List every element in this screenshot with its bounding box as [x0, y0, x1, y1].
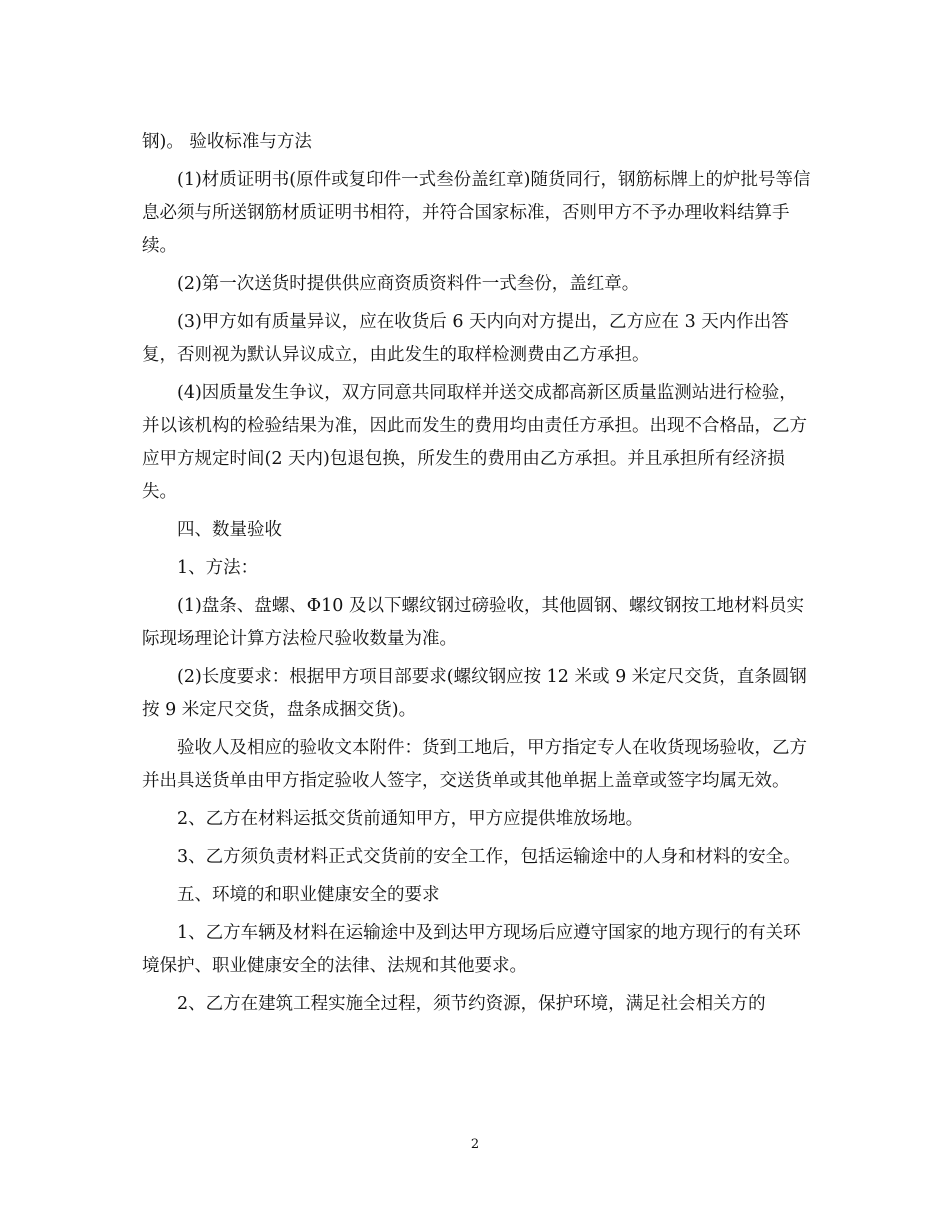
paragraph: 钢)。 验收标准与方法 [142, 132, 312, 152]
paragraph: 1、乙方车辆及材料在运输途中及到达甲方现场后应遵守国家的地方现行的有关环境保护、职业健康安全的法律、法规和其他要求。 [142, 923, 801, 976]
paragraph: (1)材质证明书(原件或复印件一式叁份盖红章)随货同行，钢筋标牌上的炉批号等信息必须与所送钢筋材质证明书相符，并符合国家标准，否则甲方不予办理收料结算手续。 [142, 170, 811, 256]
paragraph: 验收人及相应的验收文本附件：货到工地后，甲方指定专人在收货现场验收，乙方并出具送货单由甲方指定验收人签字，交送货单或其他单据上盖章或签字均属无效。 [142, 738, 807, 791]
document-body [142, 126, 814, 1026]
paragraph: (3)甲方如有质量异议，应在收货后 6 天内向对方提出，乙方应在 3 天内作出答复，否则视为默认异议成立，由此发生的取样检测费由乙方承担。 [142, 312, 789, 365]
page-number: 2 [470, 1137, 480, 1152]
paragraph: (4)因质量发生争议，双方同意共同取样并送交成都高新区质量监测站进行检验，并以该机构的检验结果为准，因此而发生的费用均由责任方承担。出现不合格品，乙方应甲方规定时间(2 天内)包退包换，所发生的费用由乙方承担。并且承担所有经济损失。 [142, 383, 807, 502]
paragraph: (1)盘条、盘螺、Φ10 及以下螺纹钢过磅验收，其他圆钢、螺纹钢按工地材料员实际现场理论计算方法检尺验收数量为准。 [142, 596, 804, 649]
paragraph: (2)长度要求：根据甲方项目部要求(螺纹钢应按 12 米或 9 米定尺交货，直条圆钢按 9 米定尺交货，盘条成捆交货)。 [142, 667, 807, 720]
paragraph: 2、乙方在材料运抵交货前通知甲方，甲方应提供堆放场地。 [177, 809, 644, 829]
paragraph: 3、乙方须负责材料正式交货前的安全工作，包括运输途中的人身和材料的安全。 [177, 847, 801, 867]
paragraph: 2、乙方在建筑工程实施全过程，须节约资源，保护环境，满足社会相关方的 [177, 994, 766, 1014]
paragraph: 五、环境的和职业健康安全的要求 [177, 885, 440, 905]
paragraph: 四、数量验收 [177, 520, 282, 540]
paragraph: 1、方法： [177, 558, 259, 578]
paragraph: (2)第一次送货时提供供应商资质资料件一式叁份，盖红章。 [177, 274, 640, 294]
